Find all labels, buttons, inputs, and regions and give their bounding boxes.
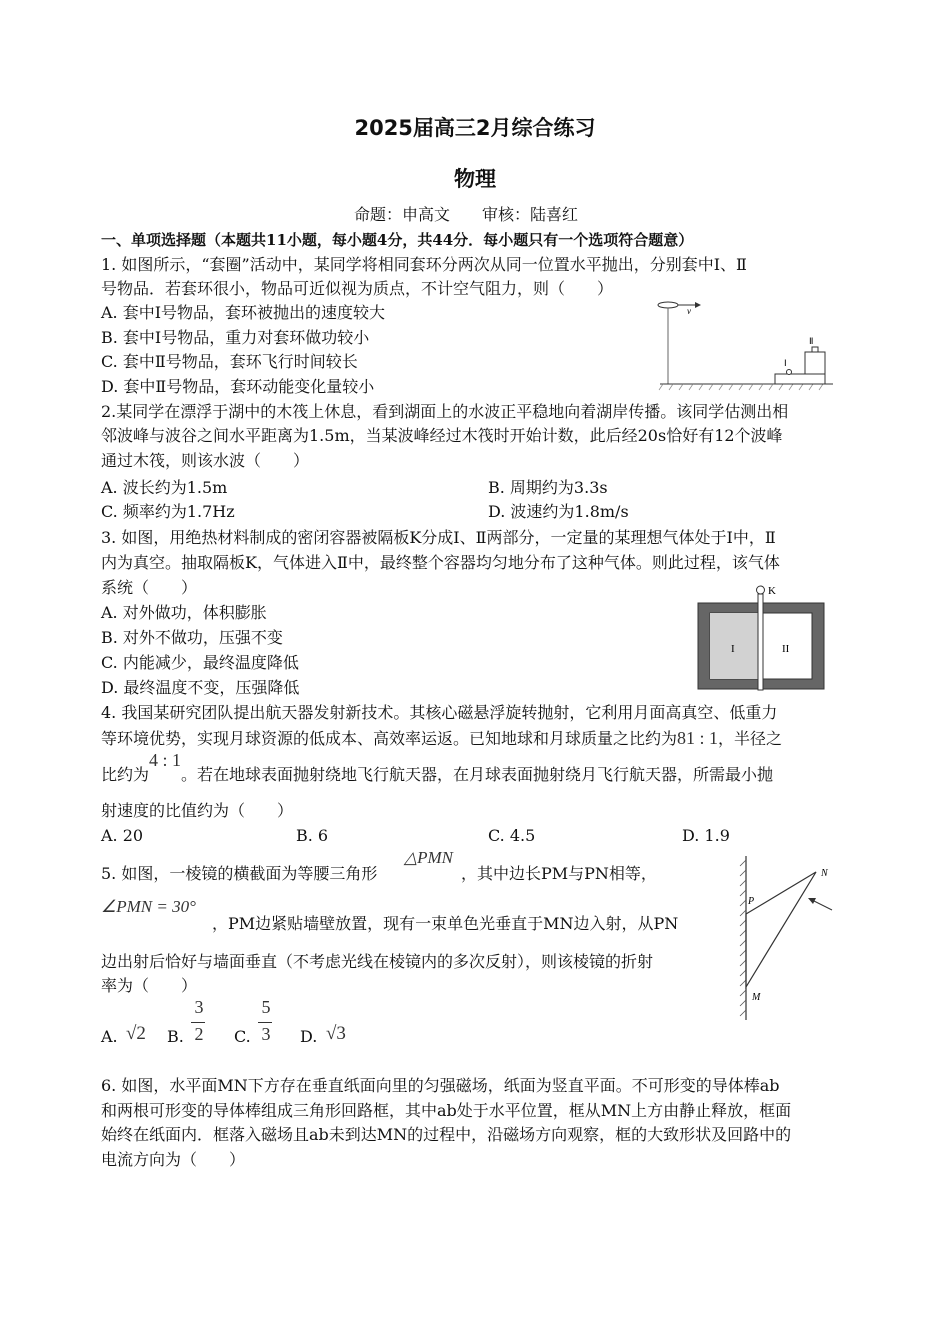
- q4-line-4: 射速度的比值约为（ ）: [101, 801, 294, 820]
- q5-option-b-label: B.: [167, 1027, 184, 1046]
- q5-option-b-fraction-bar: [191, 1022, 205, 1023]
- q5-option-c-denominator: 3: [261, 1024, 271, 1044]
- q5-option-c-numerator: 5: [261, 997, 271, 1017]
- q5-prism-figure: [736, 852, 842, 1024]
- q1-option-a: A. 套中Ⅰ号物品，套环被抛出的速度较大: [101, 303, 386, 322]
- q5-line-1: 5. 如图，一棱镜的横截面为等腰三角形: [101, 864, 378, 883]
- q4-line-1: 4. 我国某研究团队提出航天器发射新技术。其核心磁悬浮旋转抛射，它利用月面高真空、低重力: [101, 703, 778, 722]
- q5-line-1-tail: ，其中边长PM与PN相等，: [461, 864, 657, 883]
- q1-velocity-label: v: [687, 306, 691, 316]
- q5-m-label: M: [752, 992, 761, 1003]
- q4-radius-ratio: 4 : 1: [149, 750, 182, 770]
- q6-line-3: 始终在纸面内．框落入磁场且ab未到达MN的过程中，沿磁场方向观察，框的大致形状及回路中的: [101, 1125, 792, 1144]
- q5-option-b-denominator: 2: [194, 1024, 204, 1044]
- q6-line-4: 电流方向为（ ）: [101, 1150, 246, 1169]
- q3-region-two-label: II: [782, 643, 790, 655]
- q3-k-label: K: [768, 585, 776, 597]
- q1-line-1: 1. 如图所示，“套圈”活动中，某同学将相同套环分两次从同一位置水平抛出，分别套中Ⅰ、Ⅱ: [101, 255, 747, 274]
- q5-line-3: 边出射后恰好与墙面垂直（不考虑光线在棱镜内的多次反射），则该棱镜的折射: [101, 952, 654, 971]
- q3-option-d: D. 最终温度不变，压强降低: [101, 678, 300, 697]
- q5-line-2: ，PM边紧贴墙壁放置，现有一束单色光垂直于MN边入射，从PN: [212, 914, 679, 933]
- subject-title: 物理: [454, 167, 496, 191]
- q5-line-4: 率为（ ）: [101, 976, 198, 995]
- q5-angle-expression: ∠PMN = 30°: [101, 897, 196, 916]
- q6-line-1: 6. 如图，水平面MN下方存在垂直纸面向里的匀强磁场，纸面为竖直平面。不可形变的导体棒ab: [101, 1076, 780, 1095]
- q5-option-b-numerator: 3: [194, 997, 204, 1017]
- q3-option-a: A. 对外做功，体积膨胀: [101, 603, 267, 622]
- q2-option-a: A. 波长约为1.5m: [101, 478, 228, 497]
- q5-triangle-symbol: △PMN: [404, 848, 453, 867]
- q5-option-c-label: C.: [234, 1027, 251, 1046]
- q2-line-3: 通过木筏，则该水波（ ）: [101, 451, 310, 470]
- q5-p-label: P: [748, 896, 755, 907]
- q5-option-c-fraction-bar: [258, 1022, 272, 1023]
- q5-option-a-value: √2: [126, 1023, 146, 1044]
- q4-line-2-text: 等环境优势，实现月球资源的低成本、高效率运返。已知地球和月球质量之比约为: [101, 729, 678, 748]
- q4-mass-ratio: 81 : 1: [677, 728, 719, 748]
- q4-option-c: C. 4.5: [488, 826, 536, 845]
- q3-line-1: 3. 如图，用绝热材料制成的密闭容器被隔板K分成Ⅰ、Ⅱ两部分，一定量的某理想气体处于Ⅰ中，Ⅱ: [101, 528, 776, 547]
- q5-n-label: N: [821, 868, 828, 879]
- q4-option-b: B. 6: [296, 826, 329, 845]
- q3-line-2: 内为真空。抽取隔板K，气体进入Ⅱ中，最终整个容器均匀地分布了这种气体。则此过程，该气体: [101, 553, 780, 572]
- q1-option-c: C. 套中Ⅱ号物品，套环飞行时间较长: [101, 352, 358, 371]
- q5-option-d-label: D.: [300, 1027, 318, 1046]
- q4-option-a: A. 20: [101, 826, 144, 845]
- q4-line-3-tail: 。若在地球表面抛射绕地飞行航天器，在月球表面抛射绕月飞行航天器，所需最小抛: [181, 765, 774, 784]
- q6-line-2: 和两根可形变的导体棒组成三角形回路框，其中ab处于水平位置，框从MN上方由静止释放，框面: [101, 1101, 792, 1120]
- q2-option-c: C. 频率约为1.7Hz: [101, 502, 235, 521]
- q3-option-b: B. 对外不做功，压强不变: [101, 628, 283, 647]
- q3-region-one-label: I: [731, 643, 735, 655]
- q3-option-c: C. 内能减少，最终温度降低: [101, 653, 299, 672]
- q5-option-a-label: A.: [101, 1027, 118, 1046]
- q1-line-2: 号物品．若套环很小，物品可近似视为质点，不计空气阻力，则（ ）: [101, 279, 614, 298]
- exam-title: 2025届高三2月综合练习: [354, 116, 596, 140]
- q3-container-figure: [696, 584, 828, 692]
- q1-option-b: B. 套中Ⅰ号物品，重力对套环做功较小: [101, 328, 370, 347]
- q3-line-3: 系统（ ）: [101, 578, 198, 597]
- q2-option-b: B. 周期约为3.3s: [488, 478, 608, 497]
- section-heading: 一、单项选择题（本题共11小题，每小题4分，共44分．每小题只有一个选项符合题意）: [101, 231, 694, 249]
- q4-line-2: [101, 726, 782, 751]
- q4-line-3: [101, 750, 774, 787]
- q4-line-3-text: 比约为: [101, 765, 150, 784]
- q4-line-2-tail: ，半径之: [718, 729, 783, 748]
- q2-line-1: 2.某同学在漂浮于湖中的木筏上休息，看到湖面上的水波正平稳地向着湖岸传播。该同学估测出相: [101, 402, 789, 421]
- authors-line: 命题：申高文 审核：陆喜红: [354, 205, 579, 224]
- q1-ring-toss-figure: [655, 300, 835, 392]
- q1-item-one-label: Ⅰ: [784, 358, 787, 368]
- q2-line-2: 邻波峰与波谷之间水平距离为1.5m，当某波峰经过木筏时开始计数，此后经20s恰好有12个波峰: [101, 426, 783, 445]
- q4-option-d: D. 1.9: [682, 826, 730, 845]
- q1-item-two-label: Ⅱ: [809, 336, 814, 346]
- q2-option-d: D. 波速约为1.8m/s: [488, 502, 629, 521]
- q5-option-d-value: √3: [326, 1023, 346, 1044]
- q1-option-d: D. 套中Ⅱ号物品，套环动能变化量较小: [101, 377, 375, 396]
